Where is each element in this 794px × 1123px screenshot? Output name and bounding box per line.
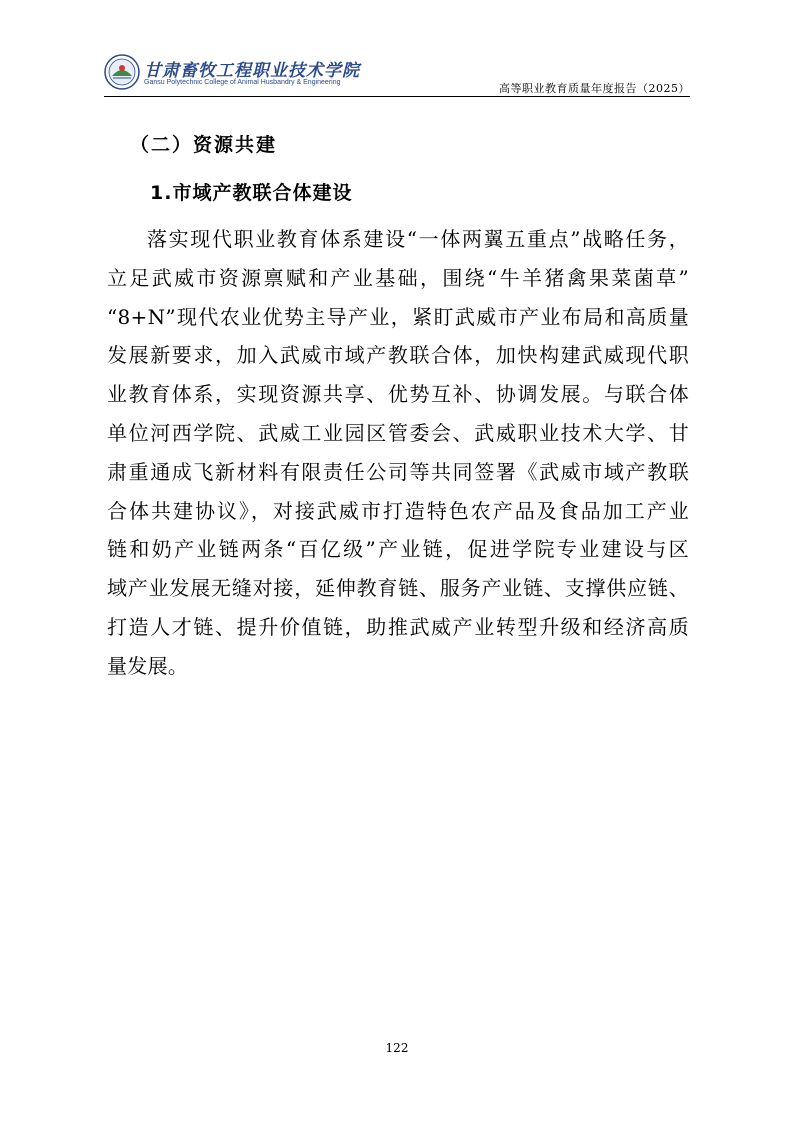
paragraph-line: “8+N”现代农业优势主导产业，紧盯武威市产业布局和高质量: [107, 304, 689, 329]
page-header: [104, 52, 690, 97]
sub-heading: 1.市域产教联合体建设: [150, 182, 353, 204]
paragraph-line: 打造人才链、提升价值链，助推武威产业转型升级和经济高质: [107, 614, 689, 639]
paragraph-line: 单位河西学院、武威工业园区管委会、武威职业技术大学、甘: [107, 420, 689, 445]
paragraph-line: 发展新要求，加入武威市域产教联合体，加快构建武威现代职: [107, 343, 689, 368]
school-name-en: Gansu Polytechnic College of Animal Husbandry & Engineering: [144, 79, 341, 86]
paragraph-line: 落实现代职业教育体系建设“一体两翼五重点”战略任务，: [147, 227, 689, 251]
paragraph-line: 业教育体系，实现资源共享、优势互补、协调发展。与联合体: [107, 382, 689, 407]
paragraph-line: 合体共建协议》，对接武威市打造特色农产品及食品加工产业: [107, 498, 689, 523]
paragraph-line: 肃重通成飞新材料有限责任公司等共同签署《武威市域产教联: [107, 459, 689, 484]
paragraph-line: 立足武威市资源禀赋和产业基础，围绕“牛羊猪禽果菜菌草”: [107, 265, 689, 290]
school-name-cn: 甘肃畜牧工程职业技术学院: [144, 61, 360, 81]
paragraph-line: 链和奶产业链两条“百亿级”产业链，促进学院专业建设与区: [107, 537, 689, 562]
page-number: 122: [385, 1041, 409, 1055]
body-paragraph: [107, 220, 689, 686]
paragraph-line: 域产业发展无缝对接，延伸教育链、服务产业链、支撑供应链、: [107, 576, 689, 601]
section-heading: （二）资源共建: [130, 134, 278, 156]
school-logo-icon: [104, 54, 140, 90]
report-title: 高等职业教育质量年度报告（2025）: [499, 82, 690, 95]
paragraph-line: 量发展。: [107, 653, 189, 678]
